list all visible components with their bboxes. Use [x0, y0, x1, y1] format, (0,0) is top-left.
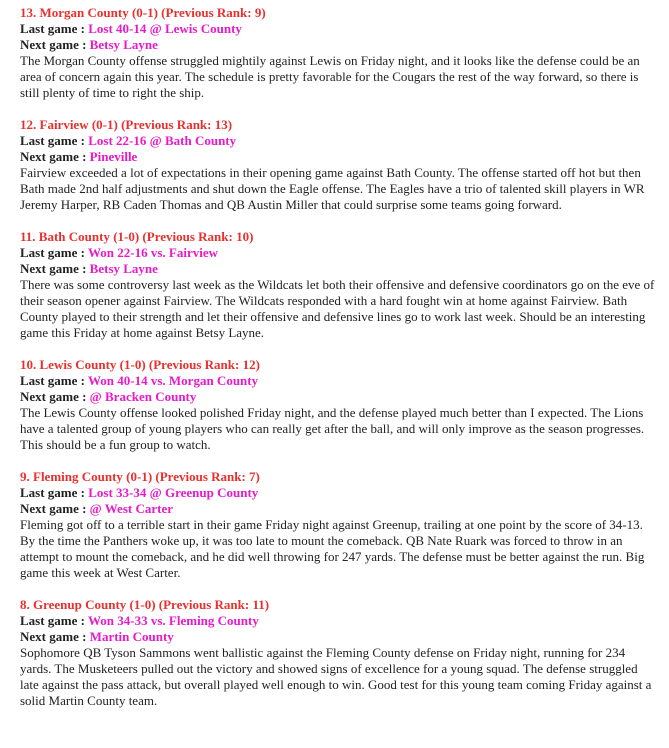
- next-game-row: [20, 261, 659, 277]
- last-game-label: Last game :: [20, 485, 89, 500]
- team-heading: 10. Lewis County (1-0) (Previous Rank: 12): [20, 357, 260, 372]
- next-game-label: Next game :: [20, 629, 90, 644]
- next-game-opponent: @ West Carter: [89, 501, 173, 516]
- next-game-label: Next game :: [20, 149, 90, 164]
- last-game-row: [20, 133, 659, 149]
- last-game-row: [20, 613, 659, 629]
- team-entry-greenup-county: [20, 597, 659, 709]
- team-blurb: Fleming got off to a terrible start in their game Friday night against Greenup, trailing at one point by the score of 34-13. By the time the Panthers woke up, it was too late to mount the comeback. QB Nate Ruark was forced to throw in an attempt to mount the comeback, and he did well throwing for 247 yards. The defense must be better against the run. Big game this week at West Carter.: [20, 517, 645, 580]
- next-game-opponent: @ Bracken County: [89, 389, 197, 404]
- last-game-row: [20, 245, 659, 261]
- last-game-label: Last game :: [20, 21, 89, 36]
- next-game-row: [20, 149, 659, 165]
- team-entry-fairview: [20, 117, 659, 213]
- last-game-label: Last game :: [20, 373, 89, 388]
- next-game-opponent: Pineville: [89, 149, 138, 164]
- next-game-label: Next game :: [20, 389, 90, 404]
- next-game-opponent: Betsy Layne: [89, 261, 158, 276]
- last-game-result: Won 34-33 vs. Fleming County: [88, 613, 259, 628]
- next-game-row: [20, 37, 659, 53]
- team-blurb: The Lewis County offense looked polished Friday night, and the defense played much better than I expected. The Lions have a talented group of young players who can really get after the ball, and will only improve as the season progresses. This should be a fun group to watch.: [20, 405, 645, 452]
- team-heading: 13. Morgan County (0-1) (Previous Rank: 9): [20, 5, 266, 20]
- team-blurb: There was some controversy last week as the Wildcats let both their offensive and defensive coordinators go on the eve of their season opener against Fairview. The Wildcats responded with a hard fought win at home against Fairview. Bath County played to their strength and let their offensive and defensive lines go to work last week. Should be an interesting game this Friday at home against Betsy Layne.: [20, 277, 655, 340]
- last-game-result: Lost 33-34 @ Greenup County: [88, 485, 259, 500]
- last-game-result: Lost 22-16 @ Bath County: [88, 133, 237, 148]
- last-game-row: [20, 485, 659, 501]
- team-entry-fleming-county: [20, 469, 659, 581]
- team-heading: 8. Greenup County (1-0) (Previous Rank: 11): [20, 597, 270, 612]
- team-blurb: The Morgan County offense struggled mightily against Lewis on Friday night, and it looks like the defense could be an area of concern again this year. The schedule is pretty favorable for the Cougars the rest of the way forward, so there is still plenty of time to right the ship.: [20, 53, 640, 100]
- last-game-row: [20, 373, 659, 389]
- last-game-label: Last game :: [20, 245, 89, 260]
- team-entry-lewis-county: [20, 357, 659, 453]
- team-blurb: Fairview exceeded a lot of expectations in their opening game against Bath County. The offense started off hot but then Bath made 2nd half adjustments and shut down the Eagle offense. The Eagles have a trio of talented skill players in WR Jeremy Harper, RB Caden Thomas and QB Austin Miller that could surprise some teams going forward.: [20, 165, 645, 212]
- team-heading: 11. Bath County (1-0) (Previous Rank: 10): [20, 229, 254, 244]
- next-game-row: [20, 501, 659, 517]
- last-game-result: Lost 40-14 @ Lewis County: [88, 21, 242, 36]
- team-blurb: Sophomore QB Tyson Sammons went ballistic against the Fleming County defense on Friday night, running for 234 yards. The Musketeers pulled out the victory and showed signs of excellence for a young squad. The defense struggled late against the pass attack, but overall played well enough to win. Good test for this young team coming Friday against a solid Martin County team.: [20, 645, 652, 708]
- next-game-opponent: Betsy Layne: [89, 37, 158, 52]
- last-game-label: Last game :: [20, 613, 89, 628]
- team-heading: 12. Fairview (0-1) (Previous Rank: 13): [20, 117, 233, 132]
- next-game-row: [20, 629, 659, 645]
- team-heading: 9. Fleming County (0-1) (Previous Rank: 7): [20, 469, 260, 484]
- last-game-result: Won 22-16 vs. Fairview: [88, 245, 219, 260]
- last-game-label: Last game :: [20, 133, 89, 148]
- team-entry-morgan-county: [20, 5, 659, 101]
- next-game-label: Next game :: [20, 501, 90, 516]
- last-game-result: Won 40-14 vs. Morgan County: [88, 373, 259, 388]
- team-entry-bath-county: [20, 229, 659, 341]
- next-game-label: Next game :: [20, 37, 90, 52]
- last-game-row: [20, 21, 659, 37]
- next-game-row: [20, 389, 659, 405]
- next-game-opponent: Martin County: [89, 629, 174, 644]
- next-game-label: Next game :: [20, 261, 90, 276]
